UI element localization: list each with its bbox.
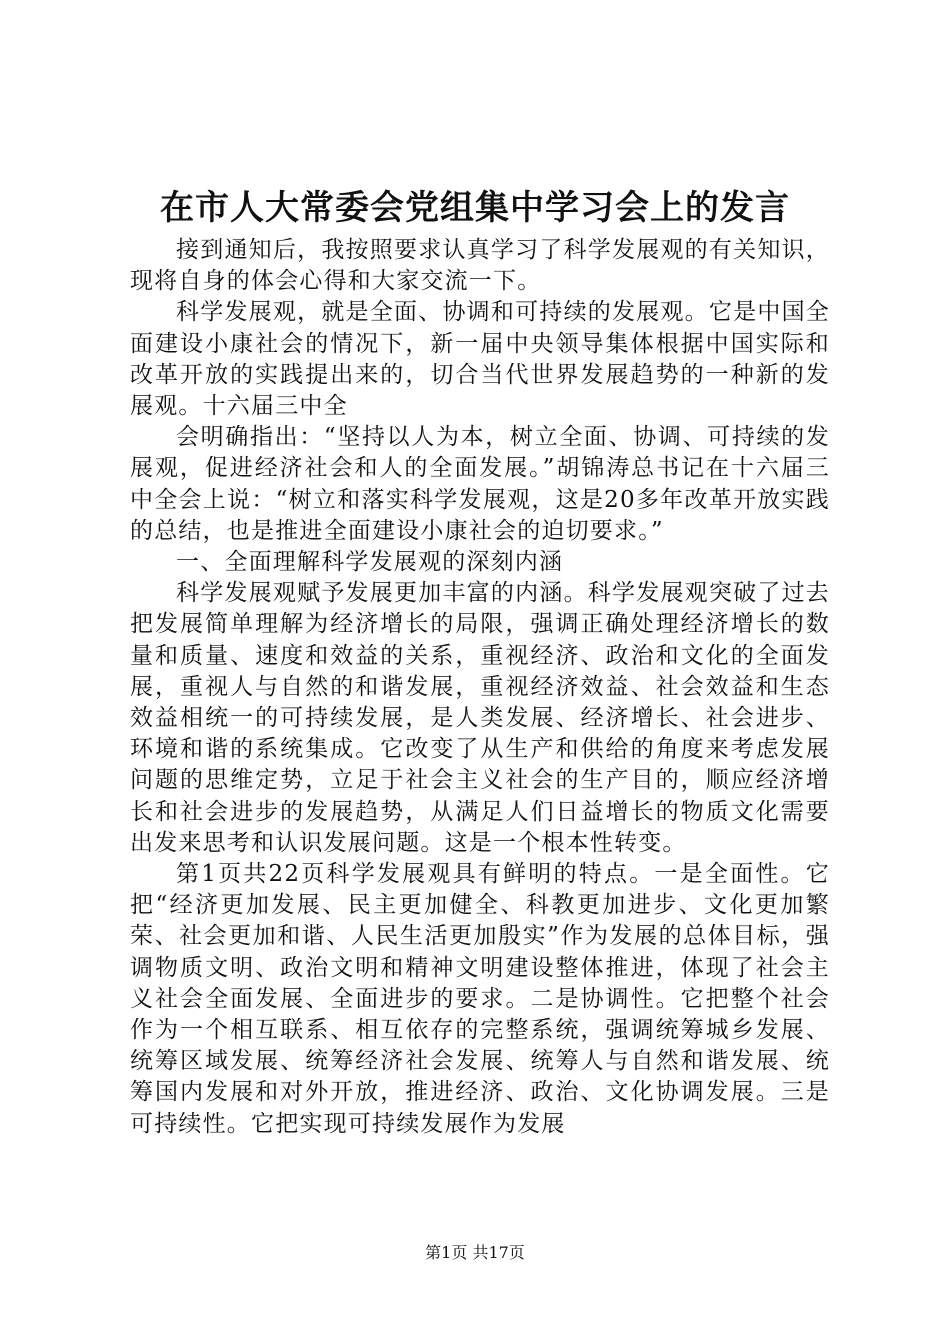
paragraph: 科学发展观赋予发展更加丰富的内涵。科学发展观突破了过去把发展简单理解为经济增长的局限，强调正确处理经济增长的数量和质量、速度和效益的关系，重视经济、政治和文化的全面发展，重视人与自然的和谐发展，重视经济效益、社会效益和生态效益相统一的可持续发展，是人类发展、经济增长、社会进步、环境和谐的系统集成。它改变了从生产和供给的角度来考虑发展问题的思维定势，立足于社会主义社会的生产目的，顺应经济增长和社会进步的发展趋势，从满足人们日益增长的物质文化需要出发来思考和认识发展问题。这是一个根本性转变。 (130, 580, 830, 856)
document-title: 在市人大常委会党组集中学习会上的发言 (160, 188, 790, 228)
paragraph: 会明确指出：“坚持以人为本，树立全面、协调、可持续的发展观，促进经济社会和人的全面发展。”胡锦涛总书记在十六届三中全会上说：“树立和落实科学发展观，这是20多年改革开放实践的总结，也是推进全面建设小康社会的迫切要求。” (130, 424, 830, 544)
paragraph: 接到通知后，我按照要求认真学习了科学发展观的有关知识，现将自身的体会心得和大家交流一下。 (130, 237, 830, 295)
paragraph: 第1页共22页科学发展观具有鲜明的特点。一是全面性。它把“经济更加发展、民主更加健全、科教更加进步、文化更加繁荣、社会更加和谐、人民生活更加殷实”作为发展的总体目标，强调物质文明、政治文明和精神文明建设整体推进，体现了社会主义社会全面发展、全面进步的要求。二是协调性。它把整个社会作为一个相互联系、相互依存的完整系统，强调统筹城乡发展、统筹区域发展、统筹经济社会发展、统筹人与自然和谐发展、统筹国内发展和对外开放，推进经济、政治、文化协调发展。三是可持续性。它把实现可持续发展作为发展 (130, 861, 830, 1137)
page-footer: 第1页 共17页 (425, 1243, 525, 1262)
paragraph: 科学发展观，就是全面、协调和可持续的发展观。它是中国全面建设小康社会的情况下，新一届中央领导集体根据中国实际和改革开放的实践提出来的，切合当代世界发展趋势的一种新的发展观。十六届三中全 (130, 299, 830, 420)
section-heading: 一、全面理解科学发展观的深刻内涵 (176, 549, 564, 576)
document-body (130, 235, 830, 1140)
